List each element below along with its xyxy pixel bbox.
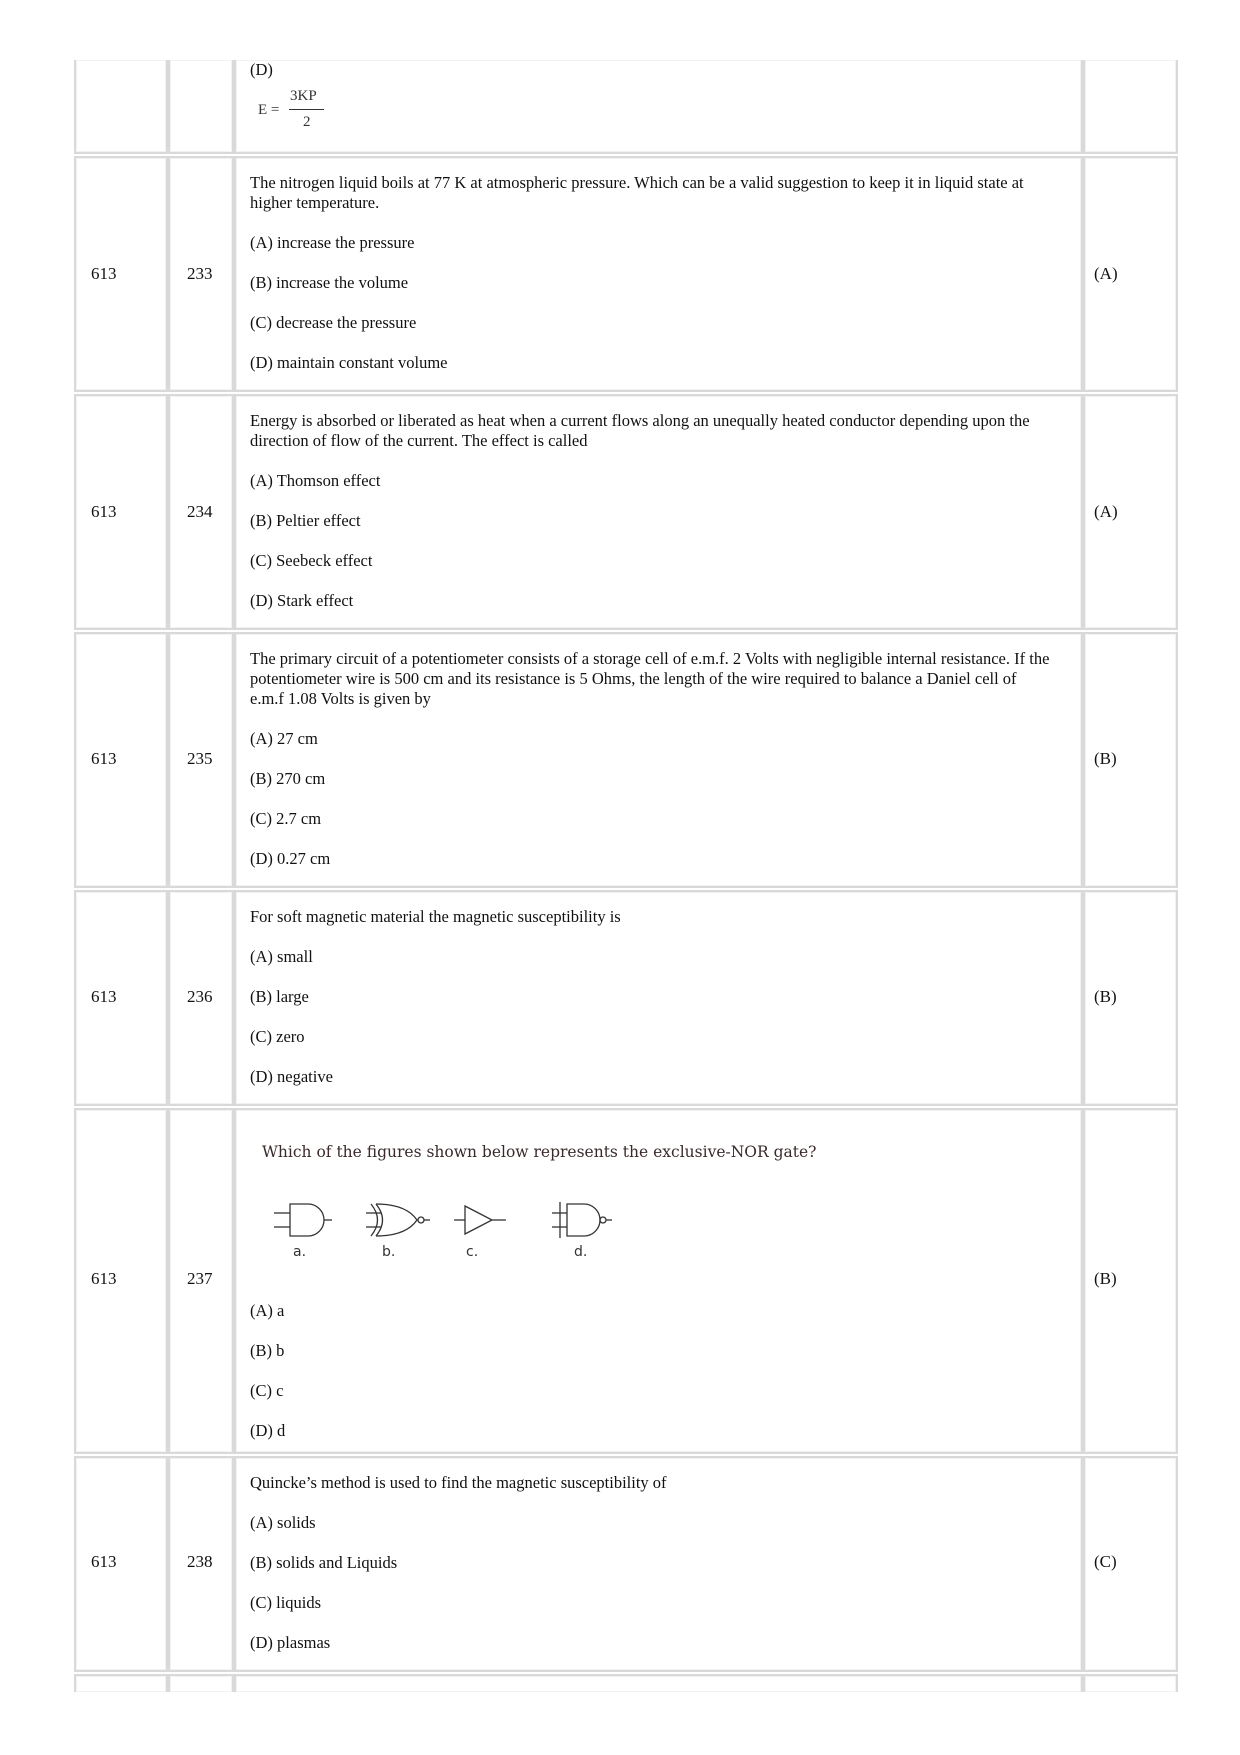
table-cell-paper [74, 890, 168, 1106]
table-cell-paper [74, 632, 168, 888]
option-c: (C) 2.7 cm [250, 809, 322, 828]
nand-gate-icon [552, 1202, 612, 1238]
equation [258, 88, 328, 136]
question-number: 236 [187, 987, 213, 1006]
option-d: (D) plasmas [250, 1633, 331, 1652]
table-cell-paper [74, 1456, 168, 1672]
answer-key: (B) [1094, 1269, 1117, 1288]
answer-key: (A) [1094, 264, 1118, 283]
table-cell-qno [168, 60, 234, 154]
option-a: (A) increase the pressure [250, 233, 415, 252]
option-c: (C) decrease the pressure [250, 313, 417, 332]
option-d: (D) negative [250, 1067, 333, 1086]
equation-lhs: E = [258, 102, 280, 118]
table-cell-question [234, 1674, 1083, 1692]
answer-key: (C) [1094, 1552, 1117, 1571]
option-c: (C) zero [250, 1027, 305, 1046]
table-cell-answer [1083, 60, 1178, 154]
option-d: (D) Stark effect [250, 591, 354, 610]
answer-key: (A) [1094, 502, 1118, 521]
option-d: (D) 0.27 cm [250, 849, 331, 868]
question-text: Quincke’s method is used to find the magnetic susceptibility of [250, 1473, 667, 1492]
option-d: (D) [250, 60, 273, 79]
option-c: (C) Seebeck effect [250, 551, 373, 570]
gate-label-a: a. [293, 1244, 307, 1260]
table-cell-qno [168, 1674, 234, 1692]
option-d: (D) maintain constant volume [250, 353, 448, 372]
option-a: (A) a [250, 1301, 285, 1320]
gate-label-d: d. [574, 1244, 588, 1260]
paper-code: 613 [91, 1269, 117, 1288]
question-number: 237 [187, 1269, 213, 1288]
option-a: (A) small [250, 947, 313, 966]
fraction-bar [289, 109, 324, 110]
table-cell-paper [74, 60, 168, 154]
xnor-gate-icon [366, 1204, 430, 1236]
question-image-text: Which of the figures shown below represents the exclusive-NOR gate? [262, 1143, 817, 1161]
question-text: The primary circuit of a potentiometer consists of a storage cell of e.m.f. 2 Volts with negligible internal resistance. If the potentiometer wire is 500 cm and its resistance is 5 Ohms, the length of the wire required to balance a Daniel cell of e.m.f 1.08 Volts is given by [250, 649, 1050, 708]
paper-code: 613 [91, 264, 117, 283]
table-cell-paper [74, 1108, 168, 1454]
question-number: 238 [187, 1552, 213, 1571]
option-a: (A) 27 cm [250, 729, 318, 748]
question-number: 234 [187, 502, 213, 521]
equation-numerator: 3KP [290, 88, 317, 104]
equation-denominator: 2 [303, 114, 311, 130]
table-cell-answer [1083, 1674, 1178, 1692]
option-a: (A) Thomson effect [250, 471, 381, 490]
question-text: The nitrogen liquid boils at 77 K at atmospheric pressure. Which can be a valid suggestion to keep it in liquid state at higher temperature. [250, 173, 1024, 212]
option-a: (A) solids [250, 1513, 316, 1532]
option-d: (D) d [250, 1421, 286, 1440]
table-cell-paper [74, 1674, 168, 1692]
question-number: 235 [187, 749, 213, 768]
paper-code: 613 [91, 749, 117, 768]
logic-gates-figure [262, 1196, 662, 1256]
option-b: (B) Peltier effect [250, 511, 361, 530]
gate-label-c: c. [466, 1244, 479, 1260]
option-b: (B) solids and Liquids [250, 1553, 398, 1572]
table-cell-paper [74, 394, 168, 630]
option-c: (C) liquids [250, 1593, 322, 1612]
question-number: 233 [187, 264, 213, 283]
and-gate-icon [274, 1204, 332, 1236]
question-text: For soft magnetic material the magnetic susceptibility is [250, 907, 621, 926]
gate-label-b: b. [382, 1244, 396, 1260]
answer-key: (B) [1094, 749, 1117, 768]
table-cell-question [234, 60, 1083, 154]
table-cell-paper [74, 156, 168, 392]
paper-code: 613 [91, 1552, 117, 1571]
option-b: (B) increase the volume [250, 273, 409, 292]
answer-key: (B) [1094, 987, 1117, 1006]
question-text: Energy is absorbed or liberated as heat when a current flows along an unequally heated conductor depending upon the direction of flow of the current. The effect is called [250, 411, 1030, 450]
paper-code: 613 [91, 987, 117, 1006]
paper-code: 613 [91, 502, 117, 521]
buffer-gate-icon [454, 1206, 506, 1234]
option-c: (C) c [250, 1381, 284, 1400]
option-b: (B) b [250, 1341, 285, 1360]
option-b: (B) 270 cm [250, 769, 326, 788]
option-b: (B) large [250, 987, 309, 1006]
